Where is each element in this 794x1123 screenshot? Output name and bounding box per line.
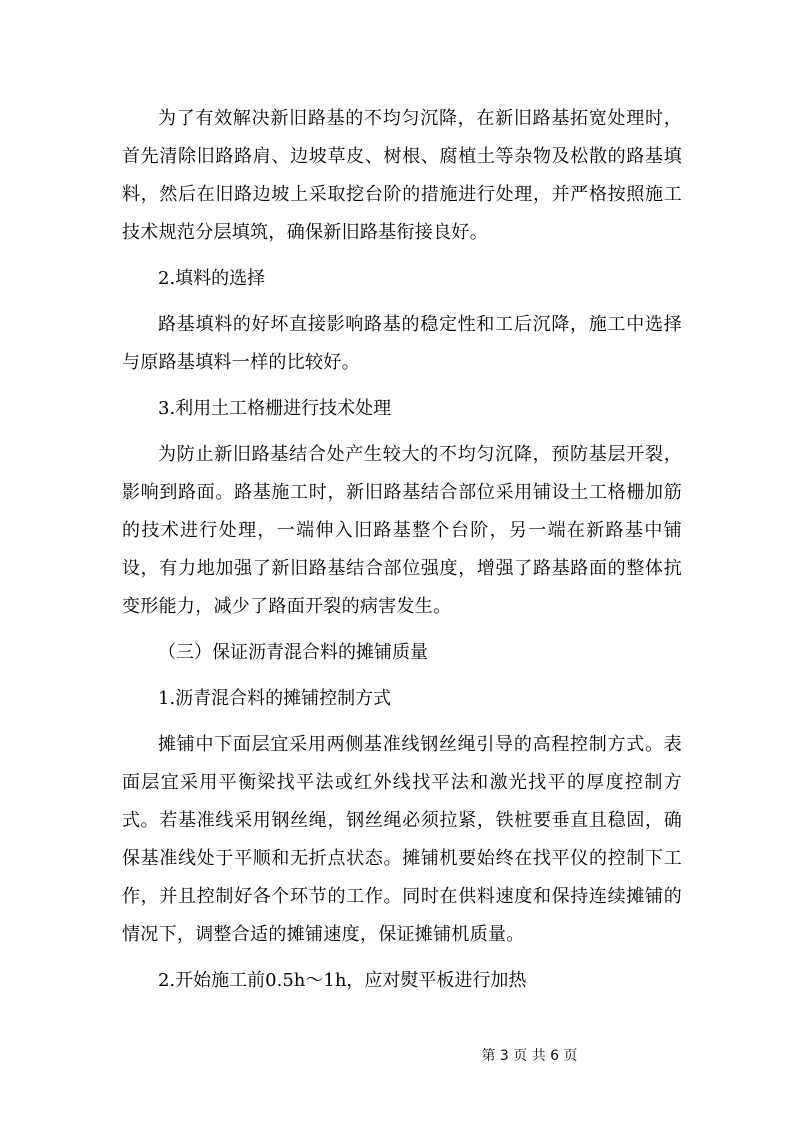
heading-geogrid: 3.利用土工格栅进行技术处理	[158, 398, 392, 419]
page-footer	[0, 1045, 794, 1065]
paragraph-paving-control: 摊铺中下面层宜采用两侧基准线钢丝绳引导的高程控制方式。表面层宜采用平衡梁找平法或红外线找平法和激光找平的厚度控制方式。若基准线采用钢丝绳，钢丝绳必须拉紧，铁桩要垂直且稳固，确保基准线处于平顺和无折点状态。摊铺机要始终在找平仪的控制下工作，并且控制好各个环节的工作。同时在供料速度和保持连续摊铺的情况下，调整合适的摊铺速度，保证摊铺机质量。	[122, 734, 682, 945]
section-heading-asphalt: （三）保证沥青混合料的摊铺质量	[158, 642, 428, 663]
paragraph-fill-selection: 路基填料的好坏直接影响路基的稳定性和工后沉降，施工中选择与原路基填料一样的比较好。	[122, 314, 682, 373]
paragraph-subgrade-treatment: 为了有效解决新旧路基的不均匀沉降，在新旧路基拓宽处理时，首先清除旧路路肩、边坡草皮、树根、腐植土等杂物及松散的路基填料，然后在旧路边坡上采取挖台阶的措施进行处理，并严格按照施工技术规范分层填筑，确保新旧路基衔接良好。	[122, 108, 682, 243]
heading-fill-selection: 2.填料的选择	[158, 268, 266, 289]
page-number: 第 3 页 共 6 页	[481, 1048, 578, 1064]
heading-screed-heating: 2.开始施工前0.5h～1h，应对熨平板进行加热	[158, 970, 527, 991]
paragraph-geogrid: 为防止新旧路基结合处产生较大的不均匀沉降，预防基层开裂，影响到路面。路基施工时，新旧路基结合部位采用铺设土工格栅加筋的技术进行处理，一端伸入旧路基整个台阶，另一端在新路基中铺设，有力地加强了新旧路基结合部位强度，增强了路基路面的整体抗变形能力，减少了路面开裂的病害发生。	[122, 444, 682, 617]
document-body	[122, 100, 682, 1000]
heading-paving-control: 1.沥青混合料的摊铺控制方式	[158, 688, 392, 709]
